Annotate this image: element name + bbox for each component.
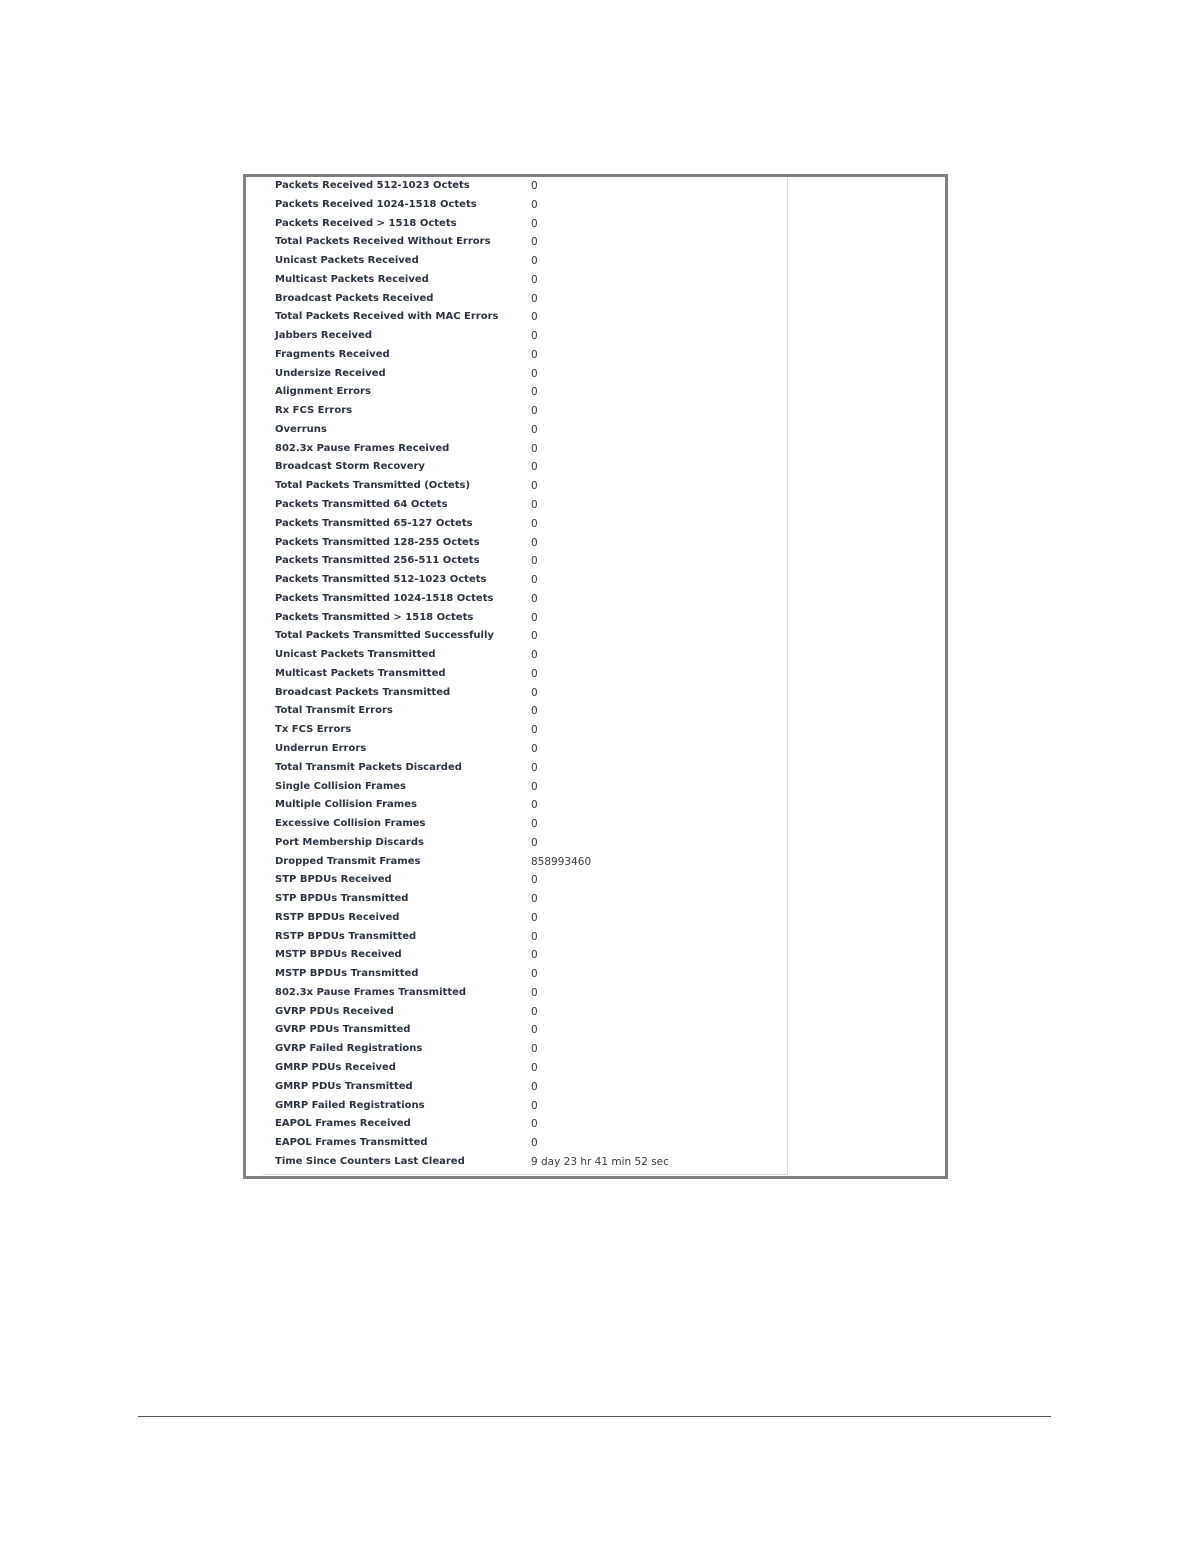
- table-row: [263, 815, 669, 834]
- statistic-label: MSTP BPDUs Received: [275, 949, 402, 961]
- statistic-label: MSTP BPDUs Transmitted: [275, 968, 419, 980]
- statistic-value: 0: [531, 180, 538, 192]
- statistic-label: Dropped Transmit Frames: [275, 855, 421, 867]
- statistic-label: GVRP Failed Registrations: [275, 1043, 423, 1055]
- statistic-label: Packets Transmitted 256-511 Octets: [275, 555, 480, 567]
- table-row: [263, 308, 669, 327]
- statistic-label: Packets Transmitted 128-255 Octets: [275, 536, 480, 548]
- statistic-label: Time Since Counters Last Cleared: [275, 1155, 465, 1167]
- table-row: [263, 440, 669, 459]
- table-row: [263, 965, 669, 984]
- table-row: [263, 458, 669, 477]
- statistic-value: 0: [531, 423, 538, 436]
- table-row: [263, 177, 669, 196]
- statistic-value: 858993460: [531, 855, 592, 868]
- statistic-value: 0: [531, 555, 538, 568]
- table-row: [263, 1097, 669, 1116]
- table-row: [263, 853, 669, 872]
- statistic-label: Broadcast Packets Received: [275, 292, 434, 304]
- statistic-value: 0: [531, 930, 538, 943]
- table-row: [263, 327, 669, 346]
- statistic-label: Packets Received 1024-1518 Octets: [275, 198, 477, 210]
- screenshot-frame: [243, 174, 948, 1179]
- statistic-value: 0: [531, 461, 538, 474]
- table-row: [263, 233, 669, 252]
- table-row: [263, 477, 669, 496]
- statistic-value: 0: [531, 1080, 538, 1093]
- table-row: [263, 834, 669, 853]
- table-row: [263, 196, 669, 215]
- table-row: [263, 1153, 669, 1172]
- statistic-label: Packets Transmitted 65-127 Octets: [275, 517, 473, 529]
- statistic-label: EAPOL Frames Received: [275, 1118, 411, 1130]
- statistic-value: 0: [531, 667, 538, 680]
- statistic-value: 0: [531, 198, 538, 211]
- statistic-label: Total Transmit Errors: [275, 705, 393, 717]
- statistic-value: 0: [531, 893, 538, 906]
- statistic-label: Total Packets Received with MAC Errors: [275, 311, 499, 323]
- table-row: [263, 1021, 669, 1040]
- statistic-label: Packets Transmitted 64 Octets: [275, 499, 448, 511]
- statistic-value: 0: [531, 836, 538, 849]
- statistic-label: Alignment Errors: [275, 386, 371, 398]
- statistic-value: 0: [531, 1024, 538, 1037]
- statistic-value: 0: [531, 761, 538, 774]
- statistic-value: 0: [531, 780, 538, 793]
- statistic-value: 0: [531, 255, 538, 268]
- statistic-label: GMRP Failed Registrations: [275, 1099, 425, 1111]
- statistic-label: Broadcast Storm Recovery: [275, 461, 425, 473]
- table-row: [263, 290, 669, 309]
- statistic-label: Packets Transmitted 512-1023 Octets: [275, 574, 487, 586]
- statistic-value: 0: [531, 536, 538, 549]
- statistic-label: Multicast Packets Received: [275, 273, 429, 285]
- statistic-value: 0: [531, 592, 538, 605]
- table-row: [263, 684, 669, 703]
- statistic-label: Broadcast Packets Transmitted: [275, 686, 451, 698]
- statistic-label: Tx FCS Errors: [275, 724, 352, 736]
- statistic-label: 802.3x Pause Frames Received: [275, 442, 450, 454]
- statistic-value: 0: [531, 686, 538, 699]
- table-row: [263, 721, 669, 740]
- statistic-label: Unicast Packets Received: [275, 255, 419, 267]
- statistic-label: GMRP PDUs Transmitted: [275, 1080, 413, 1092]
- statistic-value: 0: [531, 986, 538, 999]
- statistic-label: Total Packets Received Without Errors: [275, 236, 491, 248]
- table-row: [263, 946, 669, 965]
- port-statistics-table: [263, 177, 669, 1172]
- table-row: [263, 871, 669, 890]
- statistic-value: 0: [531, 273, 538, 286]
- table-row: [263, 646, 669, 665]
- statistic-label: STP BPDUs Transmitted: [275, 893, 409, 905]
- statistic-value: 0: [531, 405, 538, 418]
- statistic-value: 0: [531, 649, 538, 662]
- statistic-value: 0: [531, 1099, 538, 1112]
- statistic-label: Packets Received 512-1023 Octets: [275, 180, 470, 191]
- statistic-value: 0: [531, 1061, 538, 1074]
- statistic-label: Unicast Packets Transmitted: [275, 649, 436, 661]
- statistic-value: 0: [531, 724, 538, 737]
- statistic-label: Single Collision Frames: [275, 780, 406, 792]
- statistic-label: Packets Transmitted 1024-1518 Octets: [275, 592, 494, 604]
- statistic-value: 0: [531, 1137, 538, 1150]
- port-statistics-panel: [263, 177, 788, 1175]
- statistic-value: 0: [531, 236, 538, 249]
- table-row: [263, 215, 669, 234]
- statistic-value: 0: [531, 330, 538, 343]
- statistic-value: 0: [531, 217, 538, 230]
- table-row: [263, 534, 669, 553]
- statistic-label: STP BPDUs Received: [275, 874, 392, 886]
- table-row: [263, 759, 669, 778]
- table-row: [263, 571, 669, 590]
- statistic-label: RSTP BPDUs Transmitted: [275, 930, 417, 942]
- table-row: [263, 928, 669, 947]
- statistic-value: 9 day 23 hr 41 min 52 sec: [531, 1155, 669, 1168]
- statistic-label: Fragments Received: [275, 348, 390, 360]
- statistic-label: Port Membership Discards: [275, 836, 424, 848]
- table-row: [263, 402, 669, 421]
- statistic-value: 0: [531, 1118, 538, 1131]
- table-row: [263, 590, 669, 609]
- table-row: [263, 1059, 669, 1078]
- statistic-label: GVRP PDUs Transmitted: [275, 1024, 411, 1036]
- table-row: [263, 1003, 669, 1022]
- table-row: [263, 383, 669, 402]
- table-row: [263, 909, 669, 928]
- table-row: [263, 740, 669, 759]
- page-footer-rule: [138, 1416, 1051, 1417]
- statistic-label: Packets Received > 1518 Octets: [275, 217, 457, 229]
- table-row: [263, 665, 669, 684]
- statistic-value: 0: [531, 949, 538, 962]
- statistic-label: RSTP BPDUs Received: [275, 911, 400, 923]
- table-row: [263, 1134, 669, 1153]
- statistic-label: GMRP PDUs Received: [275, 1061, 396, 1073]
- statistic-value: 0: [531, 705, 538, 718]
- statistic-value: 0: [531, 442, 538, 455]
- statistic-value: 0: [531, 517, 538, 530]
- statistic-value: 0: [531, 574, 538, 587]
- statistic-label: Total Packets Transmitted (Octets): [275, 480, 471, 492]
- table-row: [263, 796, 669, 815]
- table-row: [263, 890, 669, 909]
- statistic-label: GVRP PDUs Received: [275, 1005, 394, 1017]
- statistic-value: 0: [531, 742, 538, 755]
- table-row: [263, 346, 669, 365]
- table-row: [263, 271, 669, 290]
- table-row: [263, 627, 669, 646]
- statistic-value: 0: [531, 292, 538, 305]
- statistic-value: 0: [531, 874, 538, 887]
- statistic-value: 0: [531, 1043, 538, 1056]
- table-row: [263, 1040, 669, 1059]
- statistic-label: Undersize Received: [275, 367, 386, 379]
- statistic-value: 0: [531, 799, 538, 812]
- statistic-value: 0: [531, 367, 538, 380]
- statistic-value: 0: [531, 386, 538, 399]
- statistic-label: EAPOL Frames Transmitted: [275, 1137, 428, 1149]
- port-statistics-table-body: [263, 177, 669, 1172]
- statistic-value: 0: [531, 480, 538, 493]
- statistic-value: 0: [531, 630, 538, 643]
- statistic-label: Packets Transmitted > 1518 Octets: [275, 611, 474, 623]
- statistic-value: 0: [531, 818, 538, 831]
- statistic-label: Total Transmit Packets Discarded: [275, 761, 462, 773]
- statistic-label: Overruns: [275, 423, 327, 435]
- table-row: [263, 609, 669, 628]
- table-row: [263, 252, 669, 271]
- statistic-label: Multicast Packets Transmitted: [275, 667, 446, 679]
- statistic-value: 0: [531, 611, 538, 624]
- statistic-value: 0: [531, 348, 538, 361]
- statistic-label: Jabbers Received: [275, 330, 373, 342]
- statistic-label: 802.3x Pause Frames Transmitted: [275, 986, 467, 998]
- statistic-value: 0: [531, 911, 538, 924]
- statistic-value: 0: [531, 499, 538, 512]
- statistic-label: Multiple Collision Frames: [275, 799, 417, 811]
- statistic-value: 0: [531, 1005, 538, 1018]
- statistic-label: Underrun Errors: [275, 742, 367, 754]
- statistic-value: 0: [531, 311, 538, 324]
- table-row: [263, 1078, 669, 1097]
- table-row: [263, 1115, 669, 1134]
- statistic-label: Total Packets Transmitted Successfully: [275, 630, 494, 642]
- table-row: [263, 515, 669, 534]
- statistic-label: Excessive Collision Frames: [275, 818, 426, 830]
- statistic-label: Rx FCS Errors: [275, 405, 353, 417]
- table-row: [263, 984, 669, 1003]
- table-row: [263, 778, 669, 797]
- table-row: [263, 496, 669, 515]
- table-row: [263, 421, 669, 440]
- table-row: [263, 552, 669, 571]
- table-row: [263, 365, 669, 384]
- statistic-value: 0: [531, 968, 538, 981]
- table-row: [263, 702, 669, 721]
